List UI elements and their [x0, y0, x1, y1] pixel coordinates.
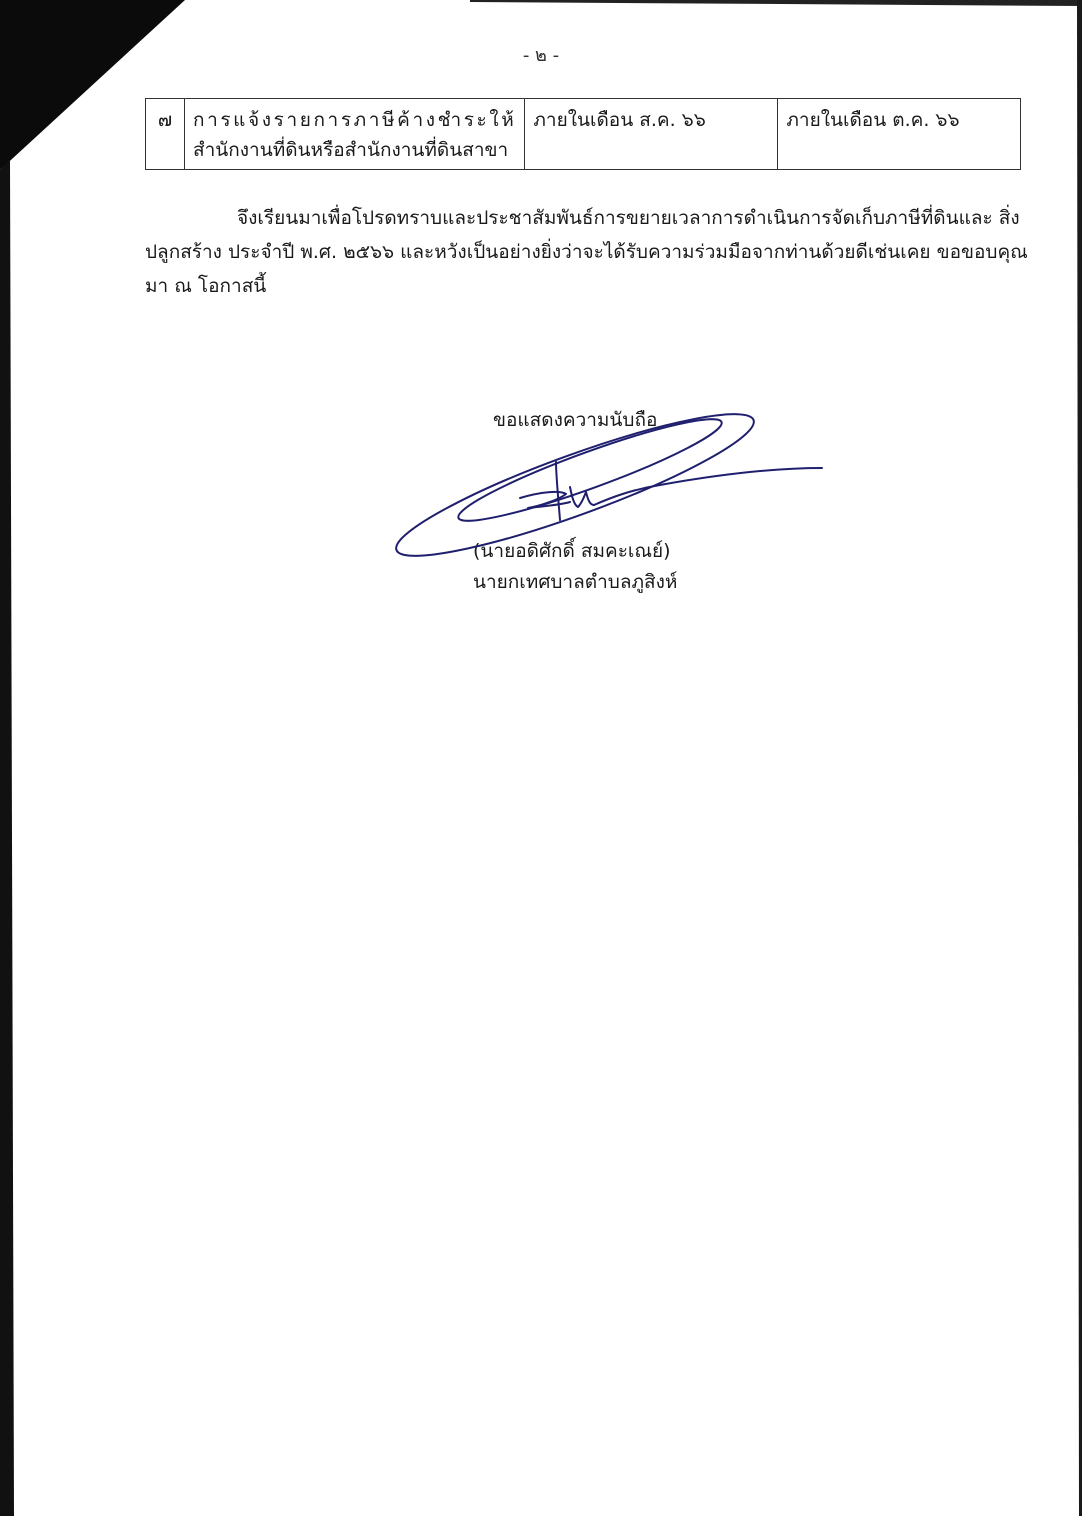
table-row	[146, 99, 1021, 170]
body-line: มา ณ โอกาสนี้	[145, 275, 267, 297]
row-number: ๗	[146, 99, 185, 170]
task-text-line2: สำนักงานที่ดินหรือสำนักงานที่ดินสาขา	[193, 139, 509, 161]
signer-name: (นายอดิศักดิ์ สมคะเณย์)	[473, 540, 671, 562]
page-number: - ๒ -	[522, 45, 560, 66]
task-text-line1: การแจ้งรายการภาษีค้างชำระให้	[193, 109, 517, 131]
body-line: ปลูกสร้าง ประจำปี พ.ศ. ๒๕๖๖ และหวังเป็นอย่างยิ่งว่าจะได้รับความร่วมมือจากท่านด้วยดีเช่นเคย ขอขอบคุณ	[145, 241, 1028, 263]
top-dark-edge	[470, 0, 1082, 6]
closing-salutation: ขอแสดงความนับถือ	[493, 409, 658, 431]
left-dark-edge	[0, 160, 14, 1516]
schedule-table	[145, 98, 1021, 170]
start-period-cell: ภายในเดือน ส.ค. ๖๖	[525, 99, 778, 170]
end-period-cell: ภายในเดือน ต.ค. ๖๖	[778, 99, 1021, 170]
body-line: จึงเรียนมาเพื่อโปรดทราบและประชาสัมพันธ์การขยายเวลาการดำเนินการจัดเก็บภาษีที่ดินและ สิ่ง	[237, 207, 1020, 229]
right-dark-edge	[1077, 0, 1082, 1516]
task-cell	[185, 99, 525, 170]
signer-title: นายกเทศบาลตำบลภูสิงห์	[473, 571, 678, 593]
body-paragraph	[145, 201, 1028, 303]
